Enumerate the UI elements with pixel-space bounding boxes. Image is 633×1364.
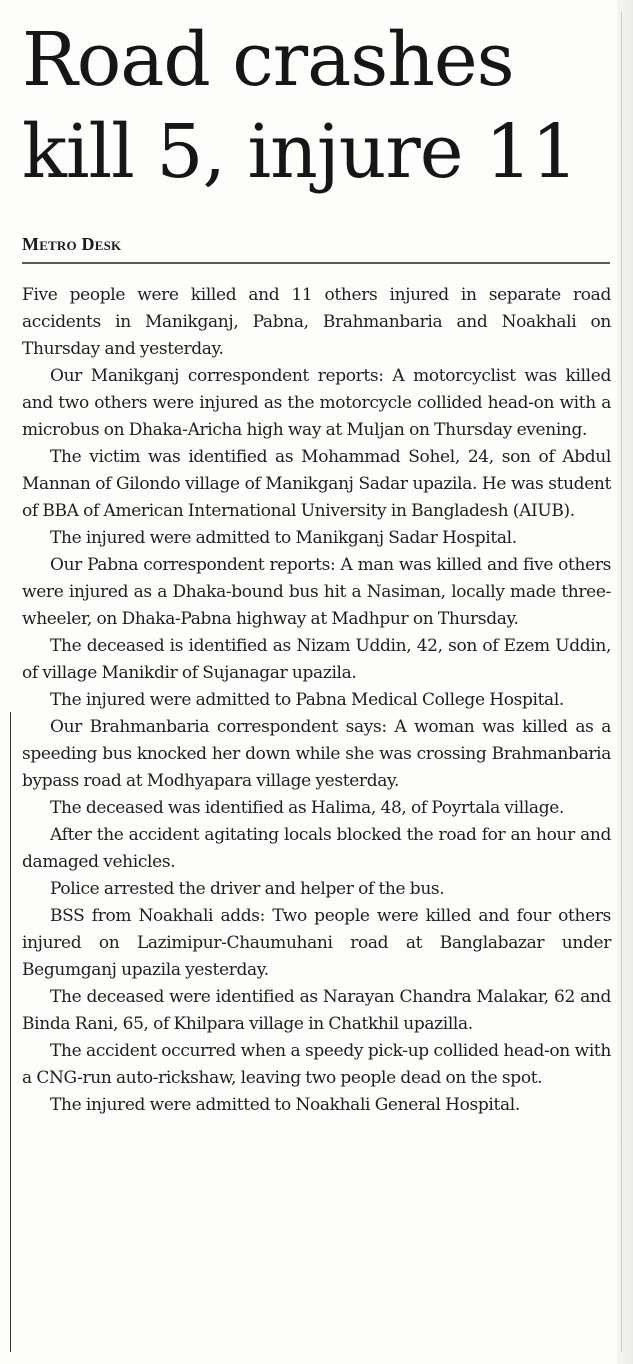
article-paragraph: BSS from Noakhali adds: Two people were killed and four others injured on Lazimipur-Chaumuhani road at Banglabazar under Begumganj upazila yesterday.	[22, 906, 611, 980]
article-paragraph: The deceased was identified as Halima, 48, of Poyrtala village.	[50, 798, 565, 818]
article-paragraph: Our Brahmanbaria correspondent says: A woman was killed as a speeding bus knocked her down while she was crossing Brahmanbaria bypass road at Modhyapara village yesterday.	[22, 717, 611, 791]
article-paragraph: The deceased is identified as Nizam Uddin, 42, son of Ezem Uddin, of village Manikdir of Sujanagar upazila.	[22, 636, 611, 683]
article-paragraph: The accident occurred when a speedy pick-up collided head-on with a CNG-run auto-rickshaw, leaving two people dead on the spot.	[22, 1041, 611, 1088]
article-paragraph: After the accident agitating locals blocked the road for an hour and damaged vehicles.	[22, 825, 611, 872]
page-edge-line	[621, 12, 622, 1352]
article-paragraph: Our Manikganj correspondent reports: A motorcyclist was killed and two others were injured as the motorcycle collided head-on with a microbus on Dhaka-Aricha high way at Muljan on Thursday evening.	[22, 366, 611, 440]
article-paragraph: The injured were admitted to Pabna Medical College Hospital.	[50, 690, 564, 710]
headline	[22, 14, 612, 198]
article-paragraph: The victim was identified as Mohammad Sohel, 24, son of Abdul Mannan of Gilondo village of Manikganj Sadar upazila. He was student of BBA of American International University in Bangladesh (AIUB).	[22, 447, 611, 521]
article-body	[22, 282, 611, 1119]
article-paragraph: Our Pabna correspondent reports: A man was killed and five others were injured as a Dhaka-bound bus hit a Nasiman, locally made three-wheeler, on Dhaka-Pabna highway at Madhpur on Thursday.	[22, 555, 611, 629]
byline: Metro Desk	[22, 234, 122, 254]
article-paragraph: Five people were killed and 11 others injured in separate road accidents in Manikganj, Pabna, Brahmanbaria and Noakhali on Thursday and yesterday.	[22, 285, 611, 359]
article-paragraph: The deceased were identified as Narayan Chandra Malakar, 62 and Binda Rani, 65, of Khilpara village in Chatkhil upazilla.	[22, 987, 611, 1034]
column-rule	[10, 712, 11, 1352]
headline-line-2: kill 5, injure 11	[22, 109, 578, 195]
byline-divider	[22, 262, 610, 264]
article-paragraph: The injured were admitted to Manikganj Sadar Hospital.	[50, 528, 517, 548]
article-paragraph: The injured were admitted to Noakhali General Hospital.	[50, 1095, 520, 1115]
headline-line-1: Road crashes	[22, 17, 514, 103]
article-paragraph: Police arrested the driver and helper of the bus.	[50, 879, 445, 899]
page-edge	[617, 0, 633, 1364]
